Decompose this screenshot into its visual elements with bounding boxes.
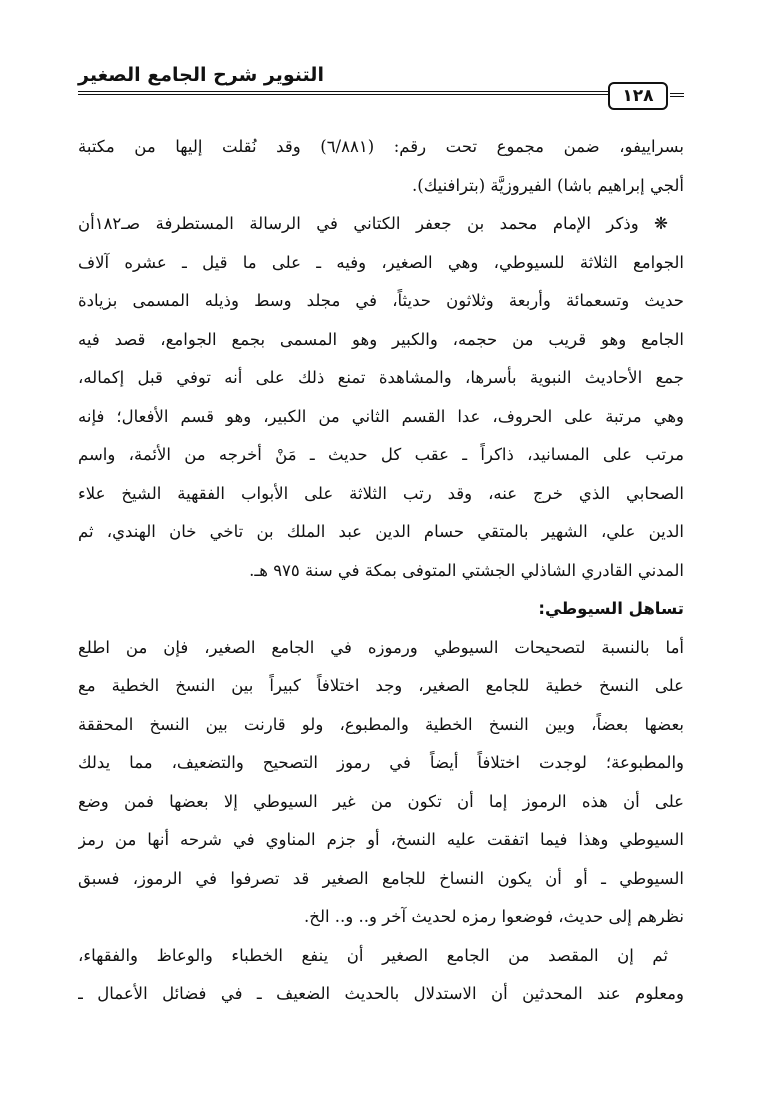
section-heading: تساهل السيوطي: [538, 599, 684, 618]
text-line: جمع الأحاديث النبوية بأسرها، والمشاهدة تمنع ذلك على أنه توفي قبل إكماله، [78, 368, 684, 387]
text-line: الدين علي، الشهير بالمتقي حسام الدين عبد الملك بن تاخي خان الهندي، ثم [78, 522, 684, 541]
body-text [78, 128, 684, 1014]
text-line: الصحابي الذي خرج عنه، وقد رتب الثلاثة على الأبواب الفقهية الشيخ علاء [78, 483, 684, 503]
text-line-content: وذكر الإمام محمد بن جعفر الكتاني في الرسالة المستطرفة صـ١٨٢أن [78, 214, 639, 233]
text-line: وهي مرتبة على الحروف، عدا القسم الثاني من الكبير، وهو قسم الأفعال؛ فإنه [78, 406, 684, 426]
text-line: ألجي إبراهيم باشا) الفيروزيَّة (بترافنيك). [412, 175, 684, 195]
text-line: ومعلوم عند المحدثين أن الاستدلال بالحديث الضعيف ـ في فضائل الأعمال ـ [78, 984, 684, 1003]
header-rule [78, 91, 608, 95]
text-line: المدني القادري الشاذلي الجشتي المتوفى بمكة في سنة ٩٧٥ هـ. [249, 560, 684, 580]
running-title: التنوير شرح الجامع الصغير [78, 64, 324, 86]
text-line: نظرهم إلى حديث، فوضعوا رمزه لحديث آخر و.. و.. الخ. [304, 907, 684, 926]
text-line: الجامع وهو قريب من حجمه، والكبير وهو المسمى بجمع الجوامع، قصد فيه [78, 329, 684, 349]
bullet-icon: ❋ [654, 214, 668, 233]
text-line: ثم إن المقصد من الجامع الصغير أن ينفع الخطباء والوعاظ والفقهاء، [78, 945, 668, 965]
text-line [78, 205, 684, 244]
header-rule-end [670, 93, 684, 97]
text-line: بعضها بعضاً، وبين النسخ الخطية والمطبوع، ولو قارنت بين النسخ المحققة [78, 714, 684, 734]
text-line: مرتب على المسانيد، ذاكراً ـ عقب كل حديث ـ مَنْ أخرجه من الأئمة، واسم [78, 445, 684, 464]
text-line: الجوامع الثلاثة للسيوطي، وهي الصغير، وفيه ـ على ما قيل ـ عشره آلاف [78, 252, 684, 272]
text-line: على أن هذه الرموز إما أن تكون من غير السيوطي إلا بعضها فمن وضع [78, 791, 684, 811]
text-line: أما بالنسبة لتصحيحات السيوطي ورموزه في الجامع الصغير، فإن من اطلع [78, 637, 684, 657]
text-line: السيوطي وهذا فيما اتفقت عليه النسخ، أو جزم المناوي في شرحه أنها من رمز [78, 830, 684, 849]
text-line: والمطبوعة؛ لوجدت اختلافاً أيضاً في رموز التصحيح والتضعيف، مما يدلك [78, 753, 684, 772]
text-line: على النسخ خطية للجامع الصغير، وجد اختلافاً كبيراً بين النسخ الخطية مع [78, 676, 684, 695]
text-line: حديث وتسعمائة وأربعة وثلاثون حديثاً، في مجلد وسط وذيله المسمى بزيادة [78, 291, 684, 310]
text-line: بسراييفو، ضمن مجموع تحت رقم: (٦/٨٨١) وقد نُقلت إليها من مكتبة [78, 137, 684, 156]
page-number: ١٢٨ [608, 82, 668, 110]
text-line: السيوطي ـ أو أن يكون النساخ للجامع الصغير قد تصرفوا في الرموز، فسبق [78, 868, 684, 888]
